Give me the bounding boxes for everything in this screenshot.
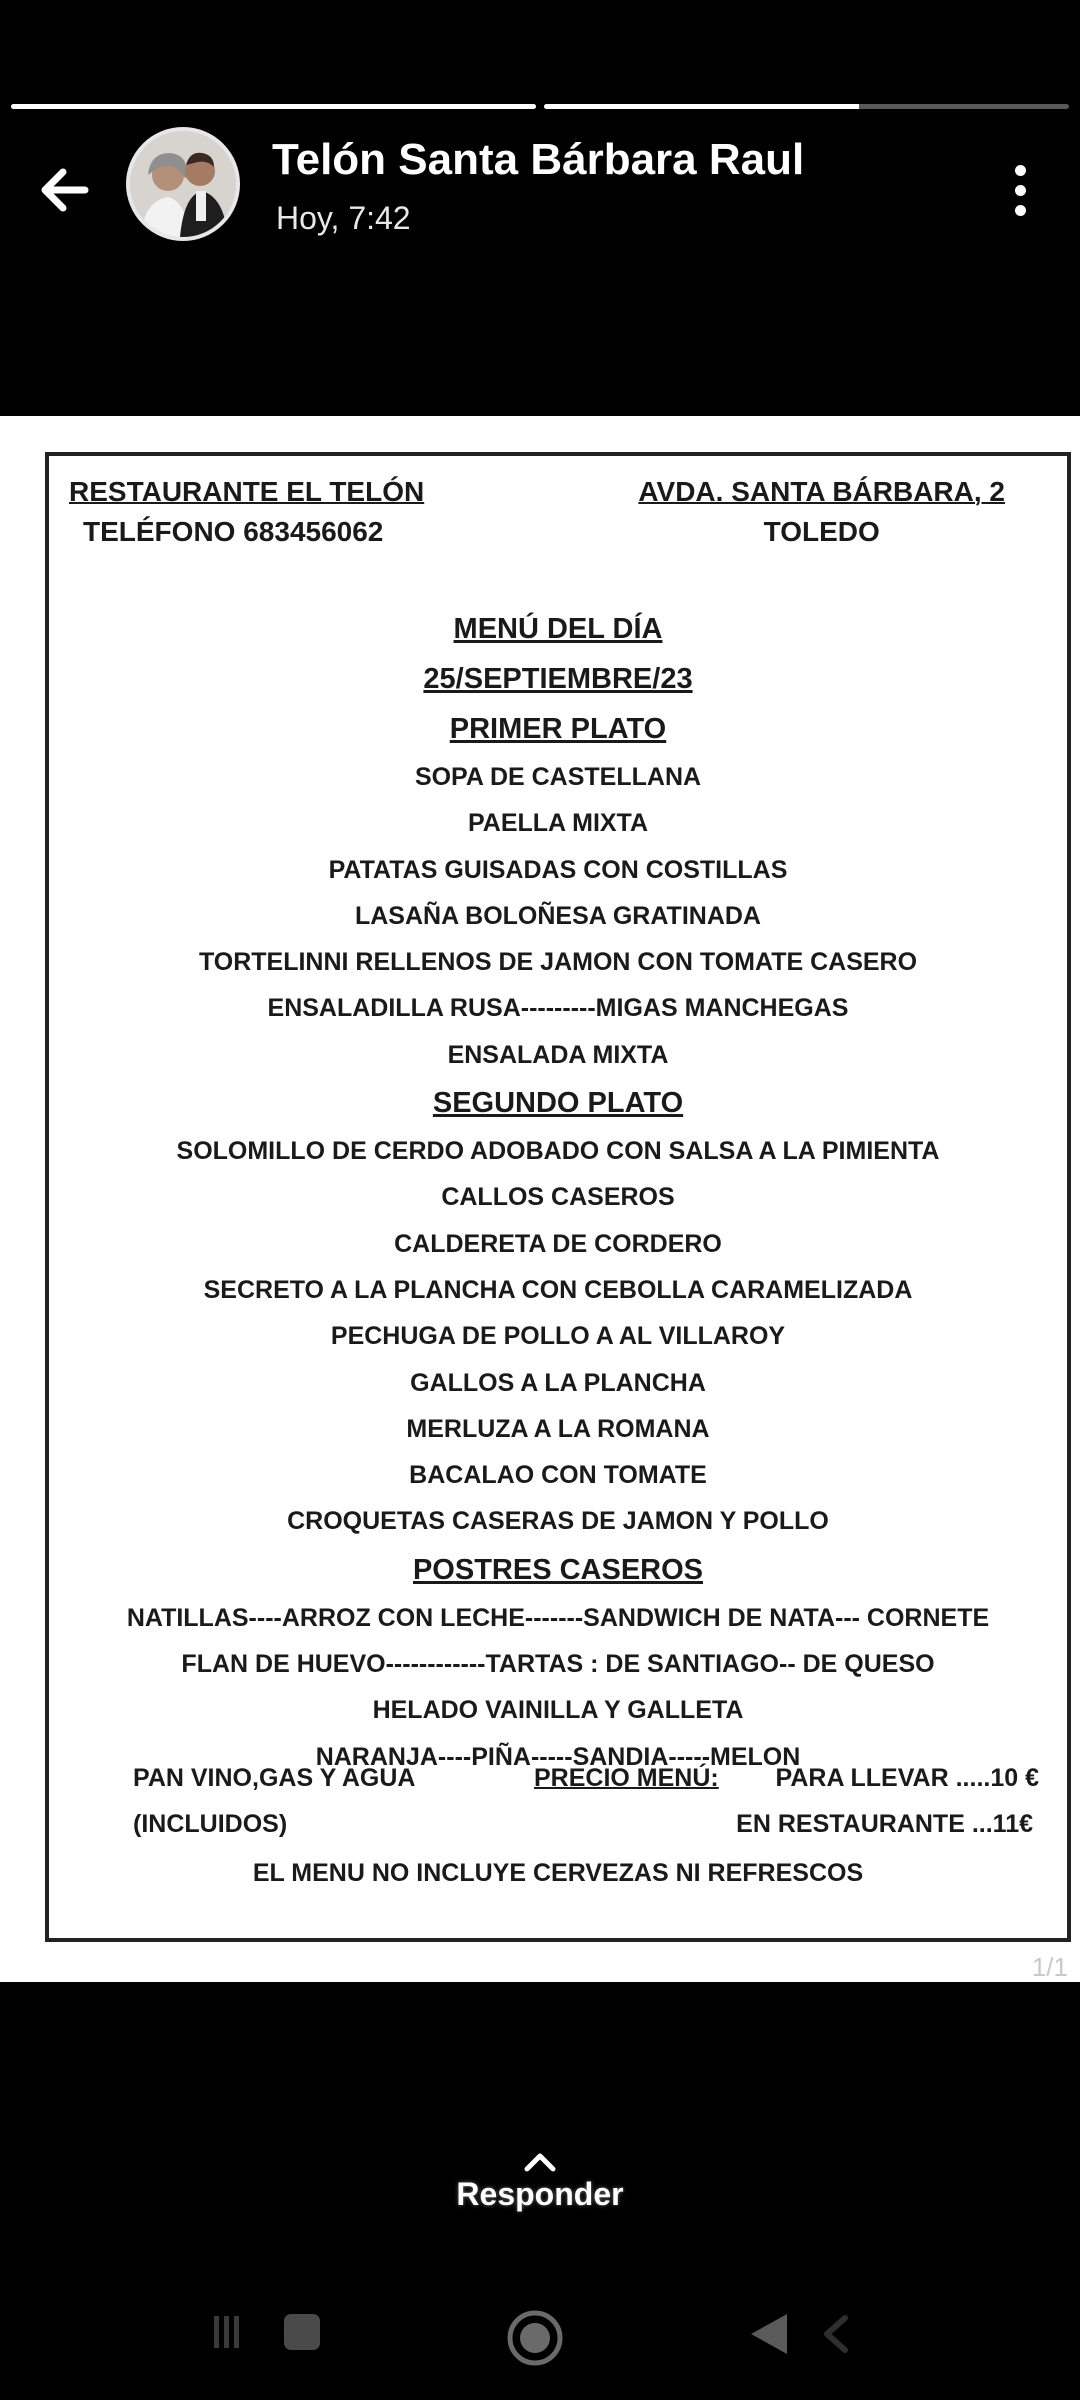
more-vertical-icon [1015, 185, 1026, 196]
first-course-item: LASAÑA BOLOÑESA GRATINADA [354, 901, 761, 930]
recent-apps-icon [210, 2308, 330, 2356]
chevron-up-icon [522, 2150, 558, 2174]
second-course-item: SECRETO A LA PLANCHA CON CEBOLLA CARAMELIZADA [203, 1275, 913, 1304]
more-options-button[interactable] [992, 155, 1048, 225]
story-progress [11, 104, 1069, 109]
first-course-item: SOPA DE CASTELLANA [414, 763, 702, 791]
story-image [0, 416, 1080, 1982]
second-course-item: MERLUZA A LA ROMANA [406, 1414, 710, 1443]
city-line: TOLEDO [763, 516, 880, 547]
desserts-title: POSTRES CASEROS [412, 1553, 704, 1586]
arrow-left-icon [37, 162, 93, 218]
second-course-list [49, 1128, 1067, 1545]
menu-title: MENÚ DEL DÍA [453, 613, 663, 645]
restaurant-info [69, 472, 424, 552]
first-course-list [49, 754, 1067, 1078]
menu-body [49, 604, 1067, 1780]
second-course-title: SEGUNDO PLATO [432, 1087, 684, 1120]
story-header [0, 125, 1080, 245]
avatar-photo-icon [130, 131, 236, 237]
footer-row [49, 1804, 1067, 1850]
footer-row [49, 1758, 1067, 1804]
dessert-item: HELADO VAINILLA Y GALLETA [372, 1696, 744, 1725]
story-progress-segment [544, 104, 1069, 109]
post-time: Hoy, 7:42 [276, 200, 411, 236]
back-button[interactable] [30, 155, 100, 225]
menu-footer [49, 1758, 1067, 1896]
second-course-item: GALLOS A LA PLANCHA [410, 1368, 706, 1397]
poster-name[interactable]: Telón Santa Bárbara Raul [272, 135, 805, 184]
story-progress-segment [11, 104, 536, 109]
second-course-item: BACALAO CON TOMATE [409, 1461, 707, 1490]
nav-back-button[interactable] [745, 2308, 855, 2360]
reply-button[interactable] [390, 2150, 690, 2250]
reply-label: Responder [456, 2176, 624, 2212]
home-button[interactable] [505, 2308, 565, 2368]
more-vertical-icon [1015, 165, 1026, 176]
restaurant-address [638, 472, 1005, 552]
navigation-bar [0, 2290, 1080, 2380]
included-items: PAN VINO,GAS Y AGUA [133, 1764, 416, 1792]
page-indicator: 1/1 [1031, 1952, 1068, 1982]
price-restaurant: EN RESTAURANTE ...11€ [736, 1810, 1033, 1838]
second-course-item: CROQUETAS CASERAS DE JAMON Y POLLO [287, 1507, 829, 1536]
first-course-item: TORTELINNI RELLENOS DE JAMON CON TOMATE CASERO [198, 948, 918, 977]
dessert-item: FLAN DE HUEVO------------TARTAS : DE SANTIAGO-- DE QUESO [181, 1650, 935, 1679]
more-vertical-icon [1015, 205, 1026, 216]
second-course-item: PECHUGA DE POLLO A AL VILLAROY [330, 1322, 786, 1351]
menu-notice: EL MENU NO INCLUYE CERVEZAS NI REFRESCOS [252, 1859, 864, 1887]
dessert-item: NARANJA----PIÑA-----SANDIA-----MELON [315, 1742, 801, 1771]
story-progress-fill [11, 104, 536, 109]
first-course-item: ENSALADILLA RUSA---------MIGAS MANCHEGAS [267, 994, 849, 1023]
first-course-item: ENSALADA MIXTA [447, 1040, 669, 1069]
avatar[interactable] [126, 127, 240, 241]
menu-document [45, 452, 1071, 1942]
second-course-item: SOLOMILLO DE CERDO ADOBADO CON SALSA A LA PIMIENTA [176, 1137, 940, 1166]
second-course-item: CALDERETA DE CORDERO [394, 1229, 722, 1258]
price-label: PRECIO MENÚ: [534, 1764, 719, 1792]
address-line: AVDA. SANTA BÁRBARA, 2 [638, 476, 1005, 507]
desserts-list [49, 1595, 1067, 1780]
second-course-item: CALLOS CASEROS [441, 1183, 675, 1212]
first-course-item: PAELLA MIXTA [467, 809, 649, 838]
story-progress-fill [544, 104, 859, 109]
nav-back-icon [745, 2308, 855, 2360]
first-course-title: PRIMER PLATO [449, 713, 667, 745]
included-note: (INCLUIDOS) [133, 1810, 288, 1838]
restaurant-name: RESTAURANTE EL TELÓN [69, 476, 425, 507]
dessert-item: NATILLAS----ARROZ CON LECHE-------SANDWICH DE NATA--- CORNETE [126, 1603, 990, 1632]
restaurant-phone: TELÉFONO 683456062 [83, 516, 384, 547]
recent-apps-button[interactable] [210, 2308, 330, 2356]
menu-date: 25/SEPTIEMBRE/23 [423, 663, 693, 695]
home-icon [505, 2308, 565, 2368]
price-takeaway: PARA LLEVAR .....10 € [775, 1764, 1039, 1792]
first-course-item: PATATAS GUISADAS CON COSTILLAS [328, 855, 788, 884]
